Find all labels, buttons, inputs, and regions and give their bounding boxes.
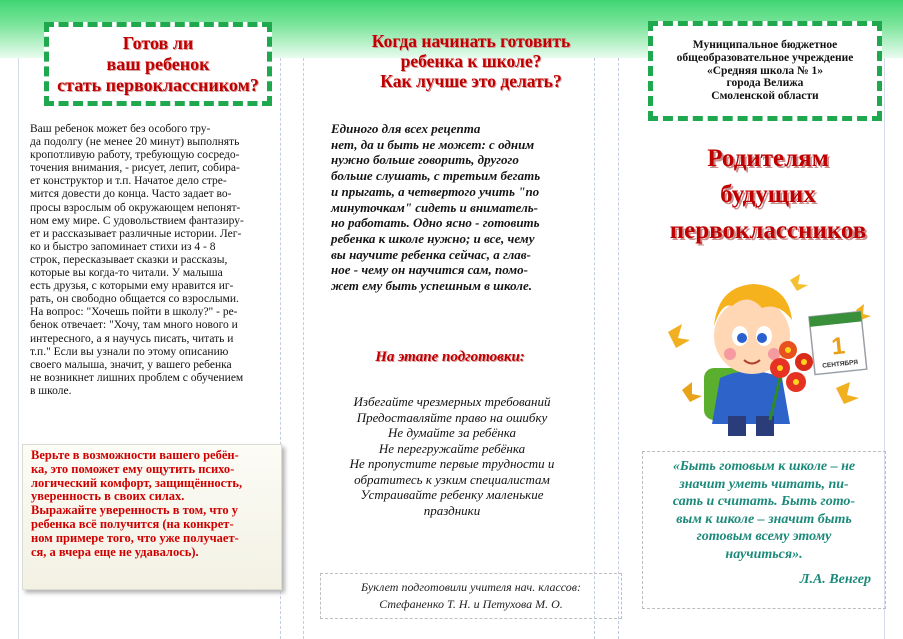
tips-list	[318, 394, 586, 518]
quote-author: Л.А. Венгер	[799, 572, 871, 587]
school-name: Муниципальное бюджетное общеобразовательное учреждение «Средняя школа № 1» города Велижа Смоленской области	[676, 39, 854, 103]
left-title-frame	[44, 22, 272, 106]
middle-title: Когда начинать готовить ребенка к школе? Как лучше это делать?	[371, 31, 571, 91]
advice-text: Верьте в возможности вашего ребён- ка, это поможет ему ощутить психо- логический комфорт, защищённость, уверенность в своих силах. Выражайте уверенность в том, что у ребенка всё получится (на конкрет- ном примере того, что уже получает- ся, а вчера еще не удавалось).	[31, 448, 243, 559]
left-title: Готов ли ваш ребенок стать первоклассником?	[57, 32, 259, 95]
tip-item: Предоставляйте право на ошибку	[356, 409, 548, 425]
tip-item: Не пропустите первые трудности и обратитесь к узким специалистам	[349, 456, 555, 487]
calendar-icon	[809, 311, 867, 374]
schoolboy-illustration	[660, 270, 872, 440]
quote-box	[642, 451, 886, 609]
middle-body: Единого для всех рецепта нет, да и быть не может: с одним нужно больше говорить, другого больше слушать, с третьим бегать и прыгать, а четвертого учить "по минуточкам" сидеть и вниматель- но работать. Одно ясно - готовить ребенка к школе нужно; и все, чему вы научите ребенка сейчас, а глав- ное - чему он научится сам, помо- жет ему быть успешным в школе.	[331, 121, 541, 294]
panel-guide	[618, 58, 619, 639]
school-frame	[648, 21, 882, 121]
quote-text: «Быть готовым к школе – не значит уметь читать, пи- сать и считать. Быть гото- вым к школе – значит быть готовым всему этому научиться».	[672, 459, 856, 562]
booklet-credit: Буклет подготовили учителя нач. классов: Стефаненко Т. Н. и Петухова М. О.	[320, 573, 622, 619]
calendar-day: 1	[830, 332, 847, 361]
panel-guide	[18, 58, 19, 639]
cover-title: Родителям будущих первоклассников	[669, 145, 867, 244]
panel-guide	[594, 58, 595, 639]
tip-item: Не думайте за ребёнка	[388, 425, 516, 440]
advice-note	[22, 444, 282, 590]
tip-item: Не перегружайте ребёнка	[378, 440, 526, 456]
readiness-description: Ваш ребенок может без особого тру- да подолгу (не менее 20 минут) выполнять кропотливую работу, требующую сосредо- точения внимания, - рисует, лепит, собира- ет конструктор и т.п. Начатое дело стре- мится довести до конца. Часто задает во- просы взрослым об окружающем непонят- ном ему мире. С удовольствием фантазиру- ет и рассказывает различные истории. Лег- ко и быстро запоминает стихи из 4 - 8 строк, пересказывает сказки и рассказы, которые вы когда-то читали. У малыша есть друзья, с которыми ему нравится иг- рать, он свободно общается со взрослыми. На вопрос: "Хочешь пойти в школу?" - ре- бенок отвечает: "Хочу, там много нового и интересного, а я научусь писать, читать и т.п." Если вы узнали по этому описанию своего малыша, значит, у вашего ребенка не возникнет лишних проблем с обучением в школе.	[30, 123, 244, 397]
stage-heading: На этапе подготовки:	[375, 349, 525, 365]
tip-item: Избегайте чрезмерных требований	[353, 394, 551, 409]
calendar-month: СЕНТЯБРЯ	[821, 359, 859, 370]
panel-guide	[303, 58, 304, 639]
tip-item: Устраивайте ребенку маленькие праздники	[360, 487, 544, 518]
